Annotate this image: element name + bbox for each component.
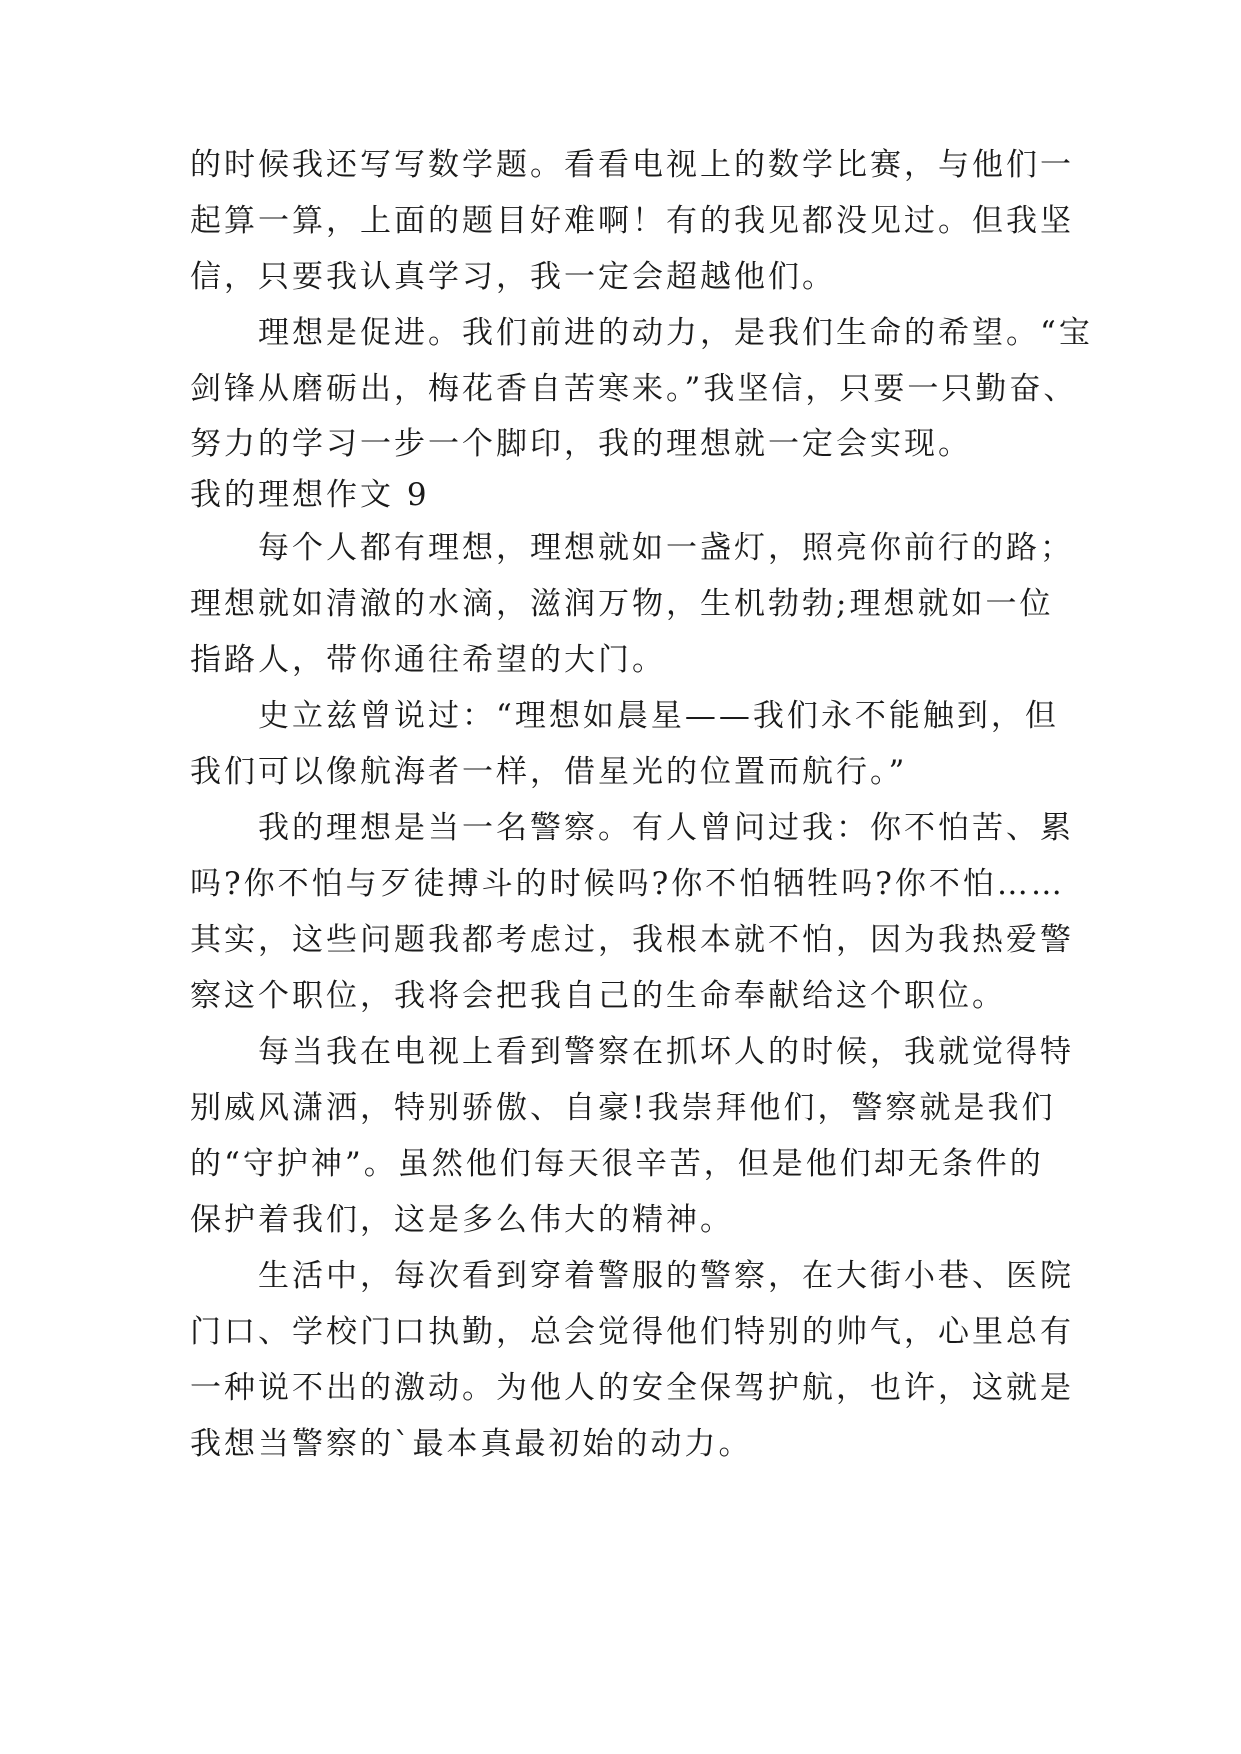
text-line: 每当我在电视上看到警察在抓坏人的时候，我就觉得特 (190, 1034, 1074, 1070)
text-line: 我想当警察的`最本真最初始的动力。 (190, 1426, 753, 1462)
text-line: 信，只要我认真学习，我一定会超越他们。 (190, 259, 836, 295)
text-line: 理想是促进。我们前进的动力，是我们生命的希望。“宝 (190, 315, 1093, 351)
text-line: 史立兹曾说过：“理想如晨星——我们永不能触到，但 (190, 698, 1059, 734)
text-line: 的时候我还写写数学题。看看电视上的数学比赛，与他们一 (190, 147, 1074, 183)
section-heading: 我的理想作文 9 (190, 477, 430, 513)
text-line: 保护着我们，这是多么伟大的精神。 (190, 1202, 734, 1238)
text-line: 其实，这些问题我都考虑过，我根本就不怕，因为我热爱警 (190, 922, 1074, 958)
text-line: 每个人都有理想，理想就如一盏灯，照亮你前行的路； (190, 530, 1074, 566)
text-line: 剑锋从磨砺出，梅花香自苦寒来。”我坚信，只要一只勤奋、 (190, 371, 1078, 407)
text-line: 吗?你不怕与歹徒搏斗的时候吗?你不怕牺牲吗?你不怕…… (190, 866, 1065, 902)
text-line: 的“守护神”。虽然他们每天很辛苦，但是他们却无条件的 (190, 1146, 1044, 1182)
text-line: 指路人，带你通往希望的大门。 (190, 642, 666, 678)
text-line: 我的理想是当一名警察。有人曾问过我：你不怕苦、累 (190, 810, 1074, 846)
text-line: 别威风潇洒，特别骄傲、自豪!我崇拜他们，警察就是我们 (190, 1090, 1056, 1126)
text-line: 理想就如清澈的水滴，滋润万物，生机勃勃;理想就如一位 (190, 586, 1054, 622)
text-line: 察这个职位，我将会把我自己的生命奉献给这个职位。 (190, 978, 1006, 1014)
text-line: 门口、学校门口执勤，总会觉得他们特别的帅气，心里总有 (190, 1314, 1074, 1350)
text-line: 一种说不出的激动。为他人的安全保驾护航，也许，这就是 (190, 1370, 1074, 1406)
text-line: 起算一算，上面的题目好难啊！有的我见都没见过。但我坚 (190, 203, 1074, 239)
text-line: 生活中，每次看到穿着警服的警察，在大街小巷、医院 (190, 1258, 1074, 1294)
text-line: 我们可以像航海者一样，借星光的位置而航行。” (190, 754, 908, 790)
text-line: 努力的学习一步一个脚印，我的理想就一定会实现。 (190, 426, 972, 462)
